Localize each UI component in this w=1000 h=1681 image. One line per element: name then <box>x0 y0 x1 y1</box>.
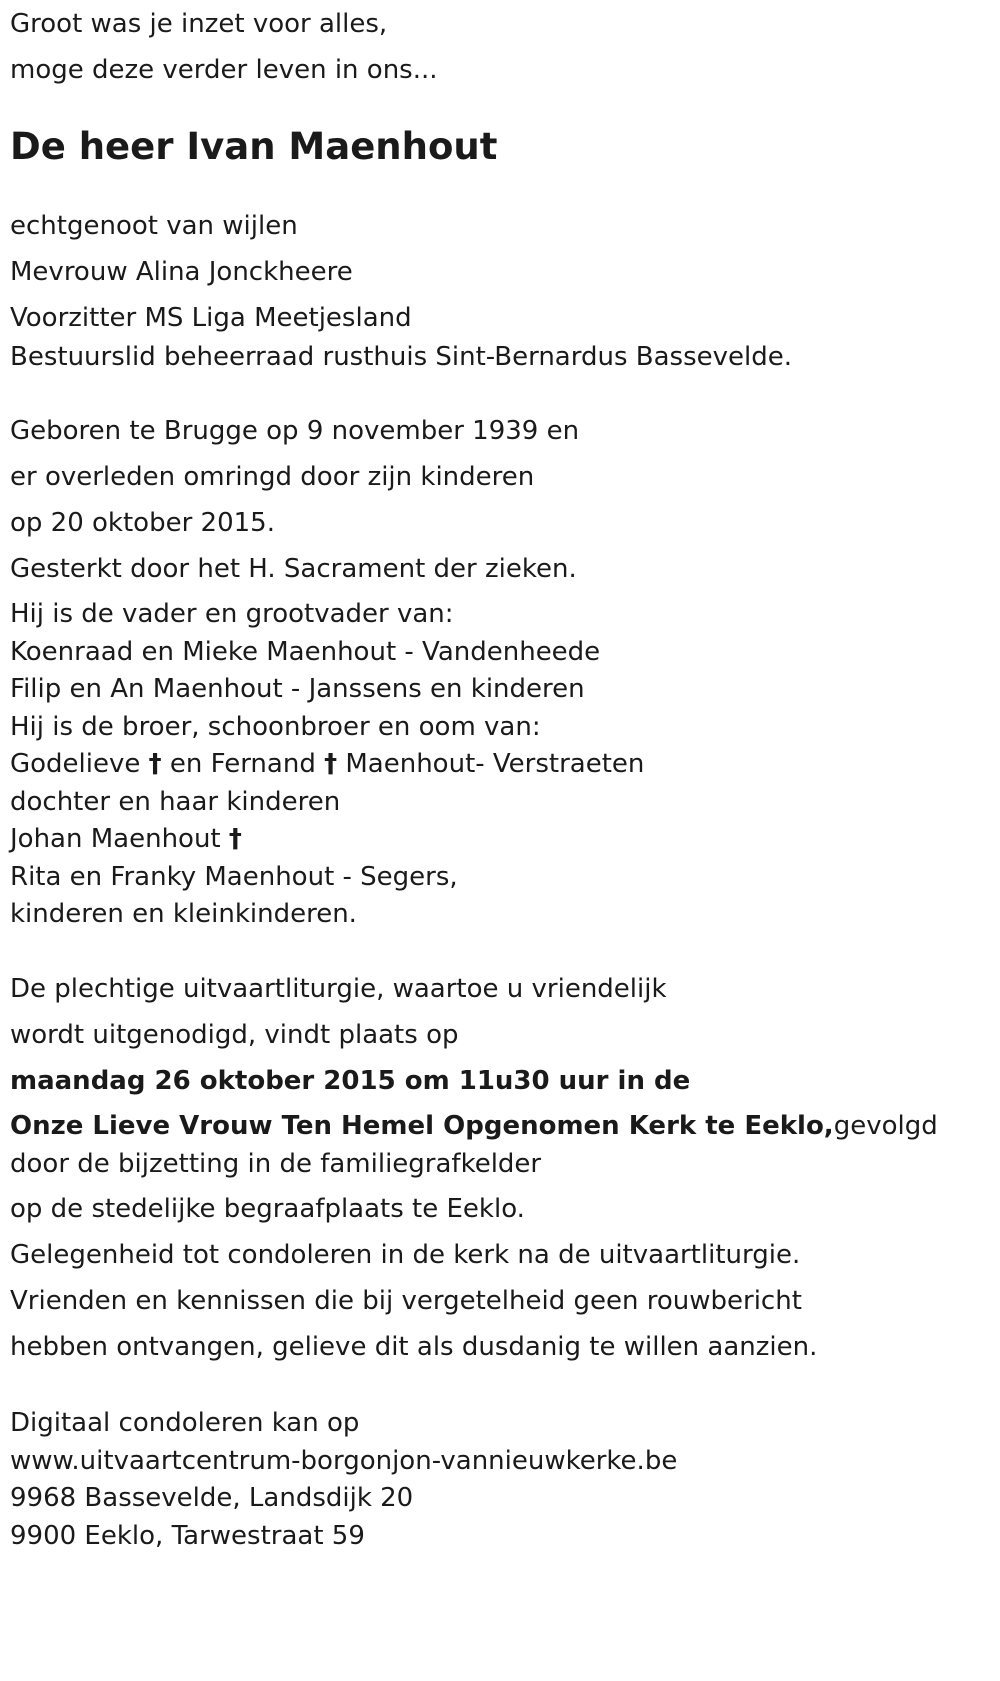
life-line: Gesterkt door het H. Sacrament der zieken. <box>10 554 577 584</box>
family-line: Filip en An Maenhout - Janssens en kinderen <box>10 674 585 704</box>
family-line: Hij is de broer, schoonbroer en oom van: <box>10 711 541 742</box>
family-line: Rita en Franky Maenhout - Segers, <box>10 861 458 892</box>
family-line: dochter en haar kinderen <box>10 786 341 817</box>
life-line: op 20 oktober 2015. <box>10 508 275 538</box>
family-line: Hij is de vader en grootvader van: <box>10 599 454 629</box>
sibling-name: Godelieve <box>10 749 141 779</box>
funeral-date: maandag 26 oktober 2015 om 11u30 uur in de <box>10 1066 691 1096</box>
spouse-block <box>10 206 353 292</box>
funeral-line: De plechtige uitvaartliturgie, waartoe u vriendelijk <box>10 974 667 1004</box>
intro-line: Groot was je inzet voor alles, <box>10 9 388 39</box>
funeral-continuation: gevolgd door de bijzetting in de familiegrafkelder <box>10 1111 938 1179</box>
life-line: Geboren te Brugge op 9 november 1939 en <box>10 416 580 446</box>
family-block <box>10 596 644 934</box>
roles-block <box>10 298 792 376</box>
sibling-name: en Fernand <box>169 749 316 779</box>
funeral-block <box>10 969 995 1367</box>
life-block <box>10 411 579 589</box>
funeral-line: op de stedelijke begraafplaats te Eeklo. <box>10 1194 525 1224</box>
family-line <box>10 746 644 784</box>
page-title: De heer Ivan Maenhout <box>10 125 498 168</box>
intro-block <box>10 4 438 90</box>
intro-line: moge deze verder leven in ons... <box>10 55 438 85</box>
contact-line: Digitaal condoleren kan op <box>10 1408 360 1438</box>
funeral-line: wordt uitgenodigd, vindt plaats op <box>10 1020 459 1050</box>
cross-icon: † <box>228 824 242 854</box>
website-link[interactable]: www.uitvaartcentrum-borgonjon-vannieuwkerke.be <box>10 1445 678 1476</box>
funeral-location <box>10 1107 950 1183</box>
sibling-name: Maenhout- Verstraeten <box>345 749 645 779</box>
address-line: 9968 Bassevelde, Landsdijk 20 <box>10 1483 414 1513</box>
contact-block <box>10 1405 677 1555</box>
role-line: Bestuurslid beheerraad rusthuis Sint-Bernardus Bassevelde. <box>10 342 792 372</box>
funeral-line: Gelegenheid tot condoleren in de kerk na de uitvaartliturgie. <box>10 1240 801 1270</box>
cross-icon: † <box>148 749 162 779</box>
family-line: Koenraad en Mieke Maenhout - Vandenheede <box>10 636 601 667</box>
deceased-name <box>10 122 497 172</box>
spouse-name: Mevrouw Alina Jonckheere <box>10 257 353 287</box>
spouse-line: echtgenoot van wijlen <box>10 211 298 241</box>
church-name: Onze Lieve Vrouw Ten Hemel Opgenomen Kerk te Eeklo, <box>10 1111 834 1141</box>
cross-icon: † <box>324 749 338 779</box>
family-line <box>10 821 644 859</box>
sibling-name: Johan Maenhout <box>10 824 221 854</box>
role-line: Voorzitter MS Liga Meetjesland <box>10 303 412 333</box>
address-line: 9900 Eeklo, Tarwestraat 59 <box>10 1520 365 1551</box>
family-line: kinderen en kleinkinderen. <box>10 899 357 929</box>
life-line: er overleden omringd door zijn kinderen <box>10 462 535 492</box>
funeral-line: hebben ontvangen, gelieve dit als dusdanig te willen aanzien. <box>10 1332 818 1362</box>
funeral-line: Vrienden en kennissen die bij vergetelheid geen rouwbericht <box>10 1286 802 1316</box>
